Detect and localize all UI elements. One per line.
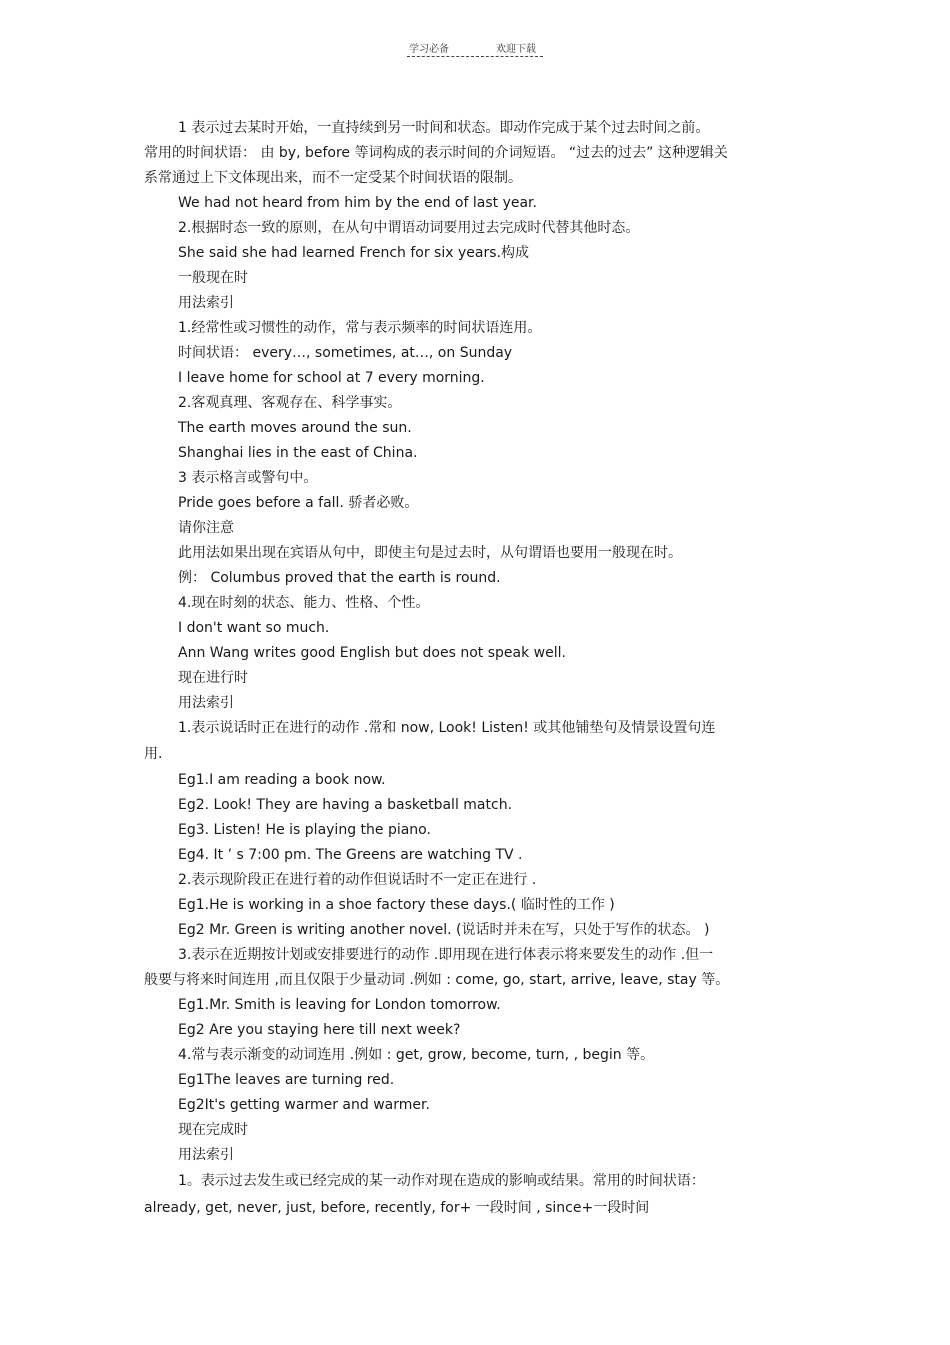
text-line: I don't want so much. [178,620,330,636]
text-line: 4.常与表示渐变的动词连用 .例如 : get, grow, become, turn, , begin 等。 [178,1047,655,1063]
text-line: 3 表示格言或警句中。 [178,470,318,486]
text-line: Eg2 Mr. Green is writing another novel. (说话时并未在写，只处于写作的状态。 ) [178,922,710,938]
text-line: 4.现在时刻的状态、能力、性格、个性。 [178,595,430,611]
text-line: Eg2. Look! They are having a basketball match. [178,797,513,813]
text-line: 例： Columbus proved that the earth is round. [178,570,501,586]
text-line: 1.经常性或习惯性的动作，常与表示频率的时间状语连用。 [178,320,542,336]
subsection-heading: 请你注意 [178,520,234,536]
text-line: The earth moves around the sun. [178,420,412,436]
text-line: 2.表示现阶段正在进行着的动作但说话时不一定正在进行 . [178,872,537,888]
document-body [0,116,950,1222]
text-line: 此用法如果出现在宾语从句中，即使主句是过去时，从句谓语也要用一般现在时。 [178,545,682,561]
text-line: Shanghai lies in the east of China. [178,445,418,461]
section-heading: 现在完成时 [178,1122,248,1138]
text-line: Eg1.He is working in a shoe factory these days.( 临时性的工作 ) [178,897,615,913]
text-line: already, get, never, just, before, recently, for+ 一段时间 , since+一段时间 [144,1200,650,1216]
text-line: 常用的时间状语： 由 by, before 等词构成的表示时间的介词短语。 “过去的过去” 这种逻辑关 [144,145,728,161]
text-line: 1 表示过去某时开始，一直持续到另一时间和状态。即动作完成于某个过去时间之前。 [178,120,710,136]
text-line: 2.根据时态一致的原则，在从句中谓语动词要用过去完成时代替其他时态。 [178,220,640,236]
text-line: Ann Wang writes good English but does not speak well. [178,645,566,661]
text-line: Eg1.Mr. Smith is leaving for London tomorrow. [178,997,501,1013]
text-line: Pride goes before a fall. 骄者必败。 [178,495,419,511]
subsection-heading: 用法索引 [178,295,234,311]
text-line: Eg2It's getting warmer and warmer. [178,1097,430,1113]
text-line: Eg1.I am reading a book now. [178,772,386,788]
section-heading: 现在进行时 [178,670,248,686]
subsection-heading: 用法索引 [178,695,234,711]
subsection-heading: 用法索引 [178,1147,234,1163]
text-line: 2.客观真理、客观存在、科学事实。 [178,395,402,411]
text-line: Eg1The leaves are turning red. [178,1072,395,1088]
text-line: 用. [144,746,163,762]
text-line: We had not heard from him by the end of last year. [178,195,537,211]
text-line: 时间状语： every…, sometimes, at…, on Sunday [178,345,513,361]
text-line: 1。表示过去发生或已经完成的某一动作对现在造成的影响或结果。常用的时间状语： [178,1173,705,1189]
text-line: Eg2 Are you staying here till next week? [178,1022,461,1038]
page-header [407,38,543,57]
text-line: 3.表示在近期按计划或安排要进行的动作 .即用现在进行体表示将来要发生的动作 .但一 [178,947,714,963]
section-heading: 一般现在时 [178,270,248,286]
header-left-text: 学习必备 [409,44,449,55]
text-line: 般要与将来时间连用 ,而且仅限于少量动词 .例如 : come, go, start, arrive, leave, stay 等。 [144,972,730,988]
header-right-text: 欢迎下载 [496,44,536,55]
text-line: 1.表示说话时正在进行的动作 .常和 now, Look! Listen! 或其他铺垫句及情景设置句连 [178,720,716,736]
text-line: Eg3. Listen! He is playing the piano. [178,822,431,838]
text-line: I leave home for school at 7 every morning. [178,370,485,386]
text-line: 系常通过上下文体现出来，而不一定受某个时间状语的限制。 [144,170,522,186]
text-line: Eg4. It ’ s 7:00 pm. The Greens are watching TV . [178,847,523,863]
text-line: She said she had learned French for six years.构成 [178,245,529,261]
